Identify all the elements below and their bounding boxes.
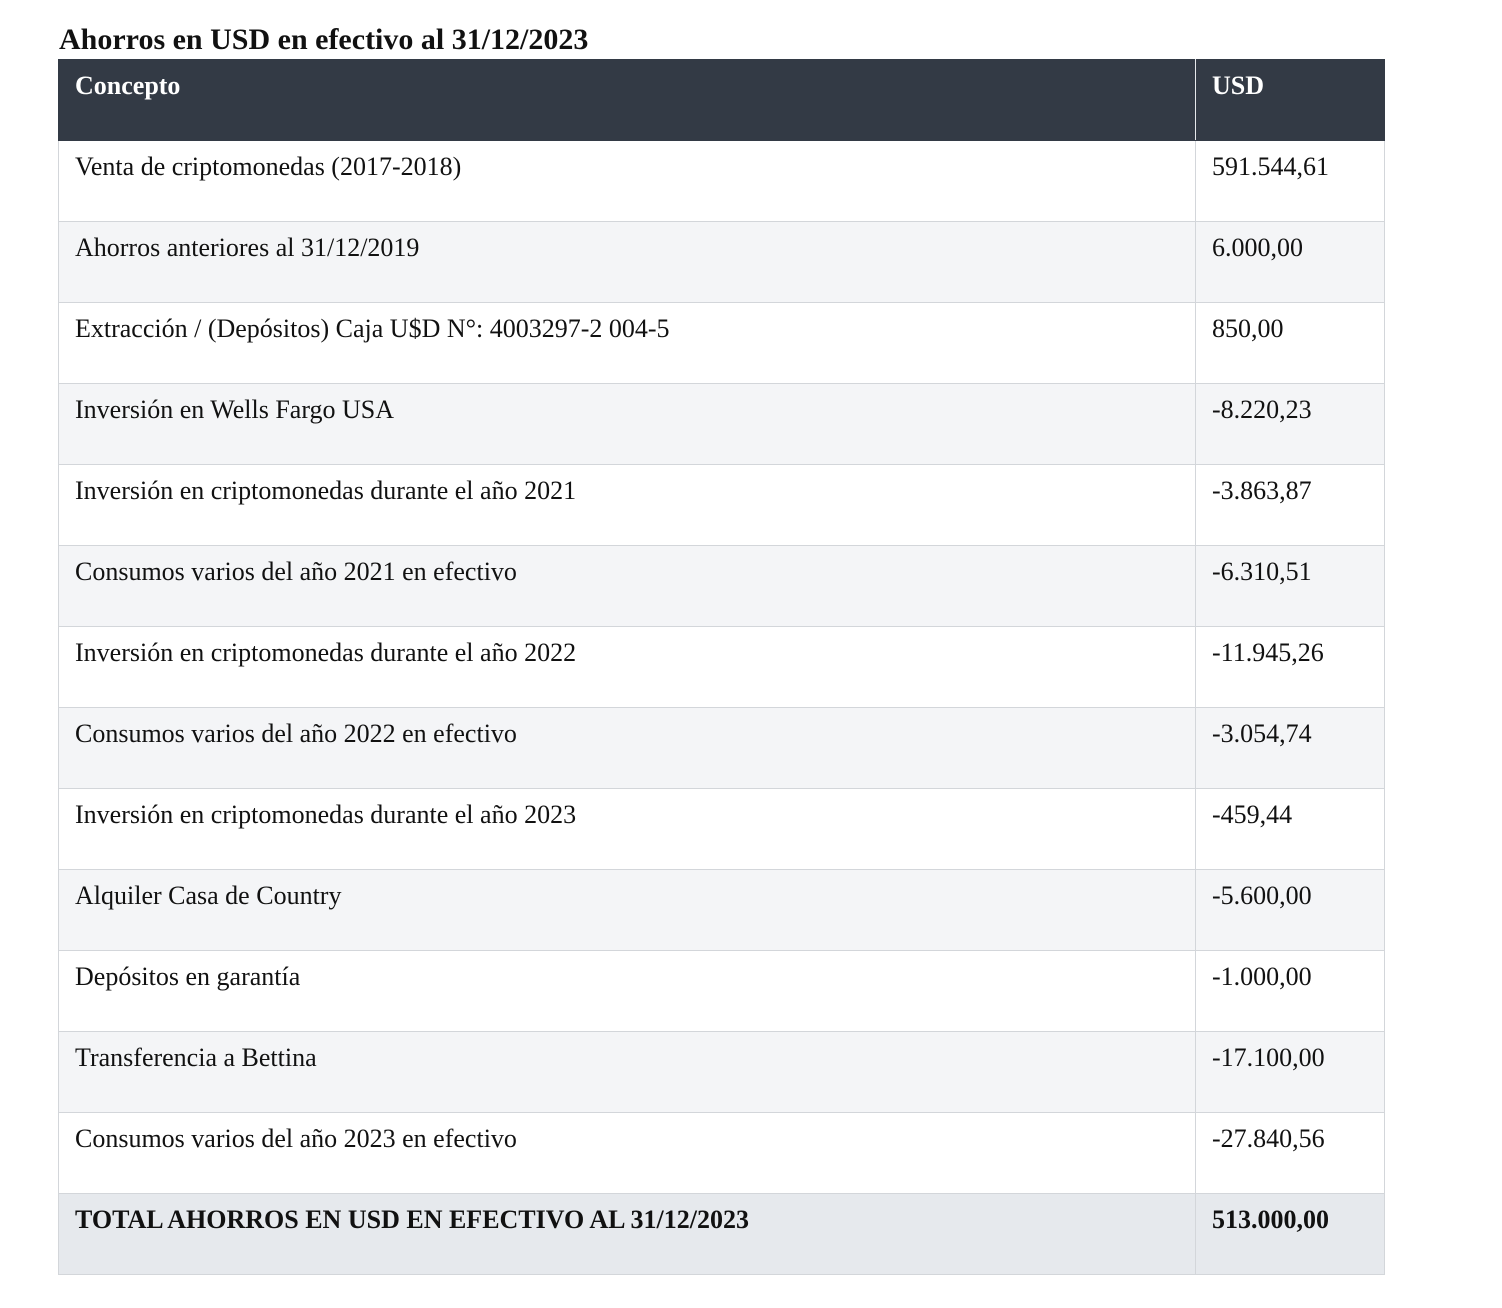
row-concept: Depósitos en garantía [59, 951, 1196, 1032]
table-row [59, 627, 1385, 708]
row-usd-value: -459,44 [1196, 789, 1385, 870]
table-row [59, 222, 1385, 303]
document-title: Ahorros en USD en efectivo al 31/12/2023 [59, 23, 589, 56]
table-row [59, 951, 1385, 1032]
row-usd-value: -3.054,74 [1196, 708, 1385, 789]
row-usd-value: -17.100,00 [1196, 1032, 1385, 1113]
savings-table [58, 59, 1385, 1275]
table-row [59, 870, 1385, 951]
table-row [59, 708, 1385, 789]
row-concept: Inversión en criptomonedas durante el año 2022 [59, 627, 1196, 708]
row-concept: Transferencia a Bettina [59, 1032, 1196, 1113]
row-usd-value: -3.863,87 [1196, 465, 1385, 546]
header-usd: USD [1196, 60, 1385, 141]
row-concept: Inversión en criptomonedas durante el año 2021 [59, 465, 1196, 546]
row-usd-value: 6.000,00 [1196, 222, 1385, 303]
row-usd-value: -1.000,00 [1196, 951, 1385, 1032]
total-concept: TOTAL AHORROS EN USD EN EFECTIVO AL 31/12/2023 [59, 1194, 1196, 1275]
row-concept: Ahorros anteriores al 31/12/2019 [59, 222, 1196, 303]
row-concept: Venta de criptomonedas (2017-2018) [59, 141, 1196, 222]
table-row [59, 546, 1385, 627]
table-row [59, 1032, 1385, 1113]
table-row [59, 303, 1385, 384]
row-usd-value: -11.945,26 [1196, 627, 1385, 708]
row-concept: Consumos varios del año 2023 en efectivo [59, 1113, 1196, 1194]
row-usd-value: -5.600,00 [1196, 870, 1385, 951]
table-row [59, 465, 1385, 546]
total-usd-value: 513.000,00 [1196, 1194, 1385, 1275]
table-row [59, 384, 1385, 465]
row-usd-value: -8.220,23 [1196, 384, 1385, 465]
table-row [59, 789, 1385, 870]
row-usd-value: 591.544,61 [1196, 141, 1385, 222]
row-concept: Extracción / (Depósitos) Caja U$D N°: 4003297-2 004-5 [59, 303, 1196, 384]
row-concept: Consumos varios del año 2021 en efectivo [59, 546, 1196, 627]
table-row [59, 141, 1385, 222]
table-header-row [59, 60, 1385, 141]
row-concept: Consumos varios del año 2022 en efectivo [59, 708, 1196, 789]
row-usd-value: -27.840,56 [1196, 1113, 1385, 1194]
table-total-row [59, 1194, 1385, 1275]
row-concept: Inversión en criptomonedas durante el año 2023 [59, 789, 1196, 870]
header-concept: Concepto [59, 60, 1196, 141]
table-row [59, 1113, 1385, 1194]
row-concept: Alquiler Casa de Country [59, 870, 1196, 951]
row-concept: Inversión en Wells Fargo USA [59, 384, 1196, 465]
row-usd-value: -6.310,51 [1196, 546, 1385, 627]
row-usd-value: 850,00 [1196, 303, 1385, 384]
